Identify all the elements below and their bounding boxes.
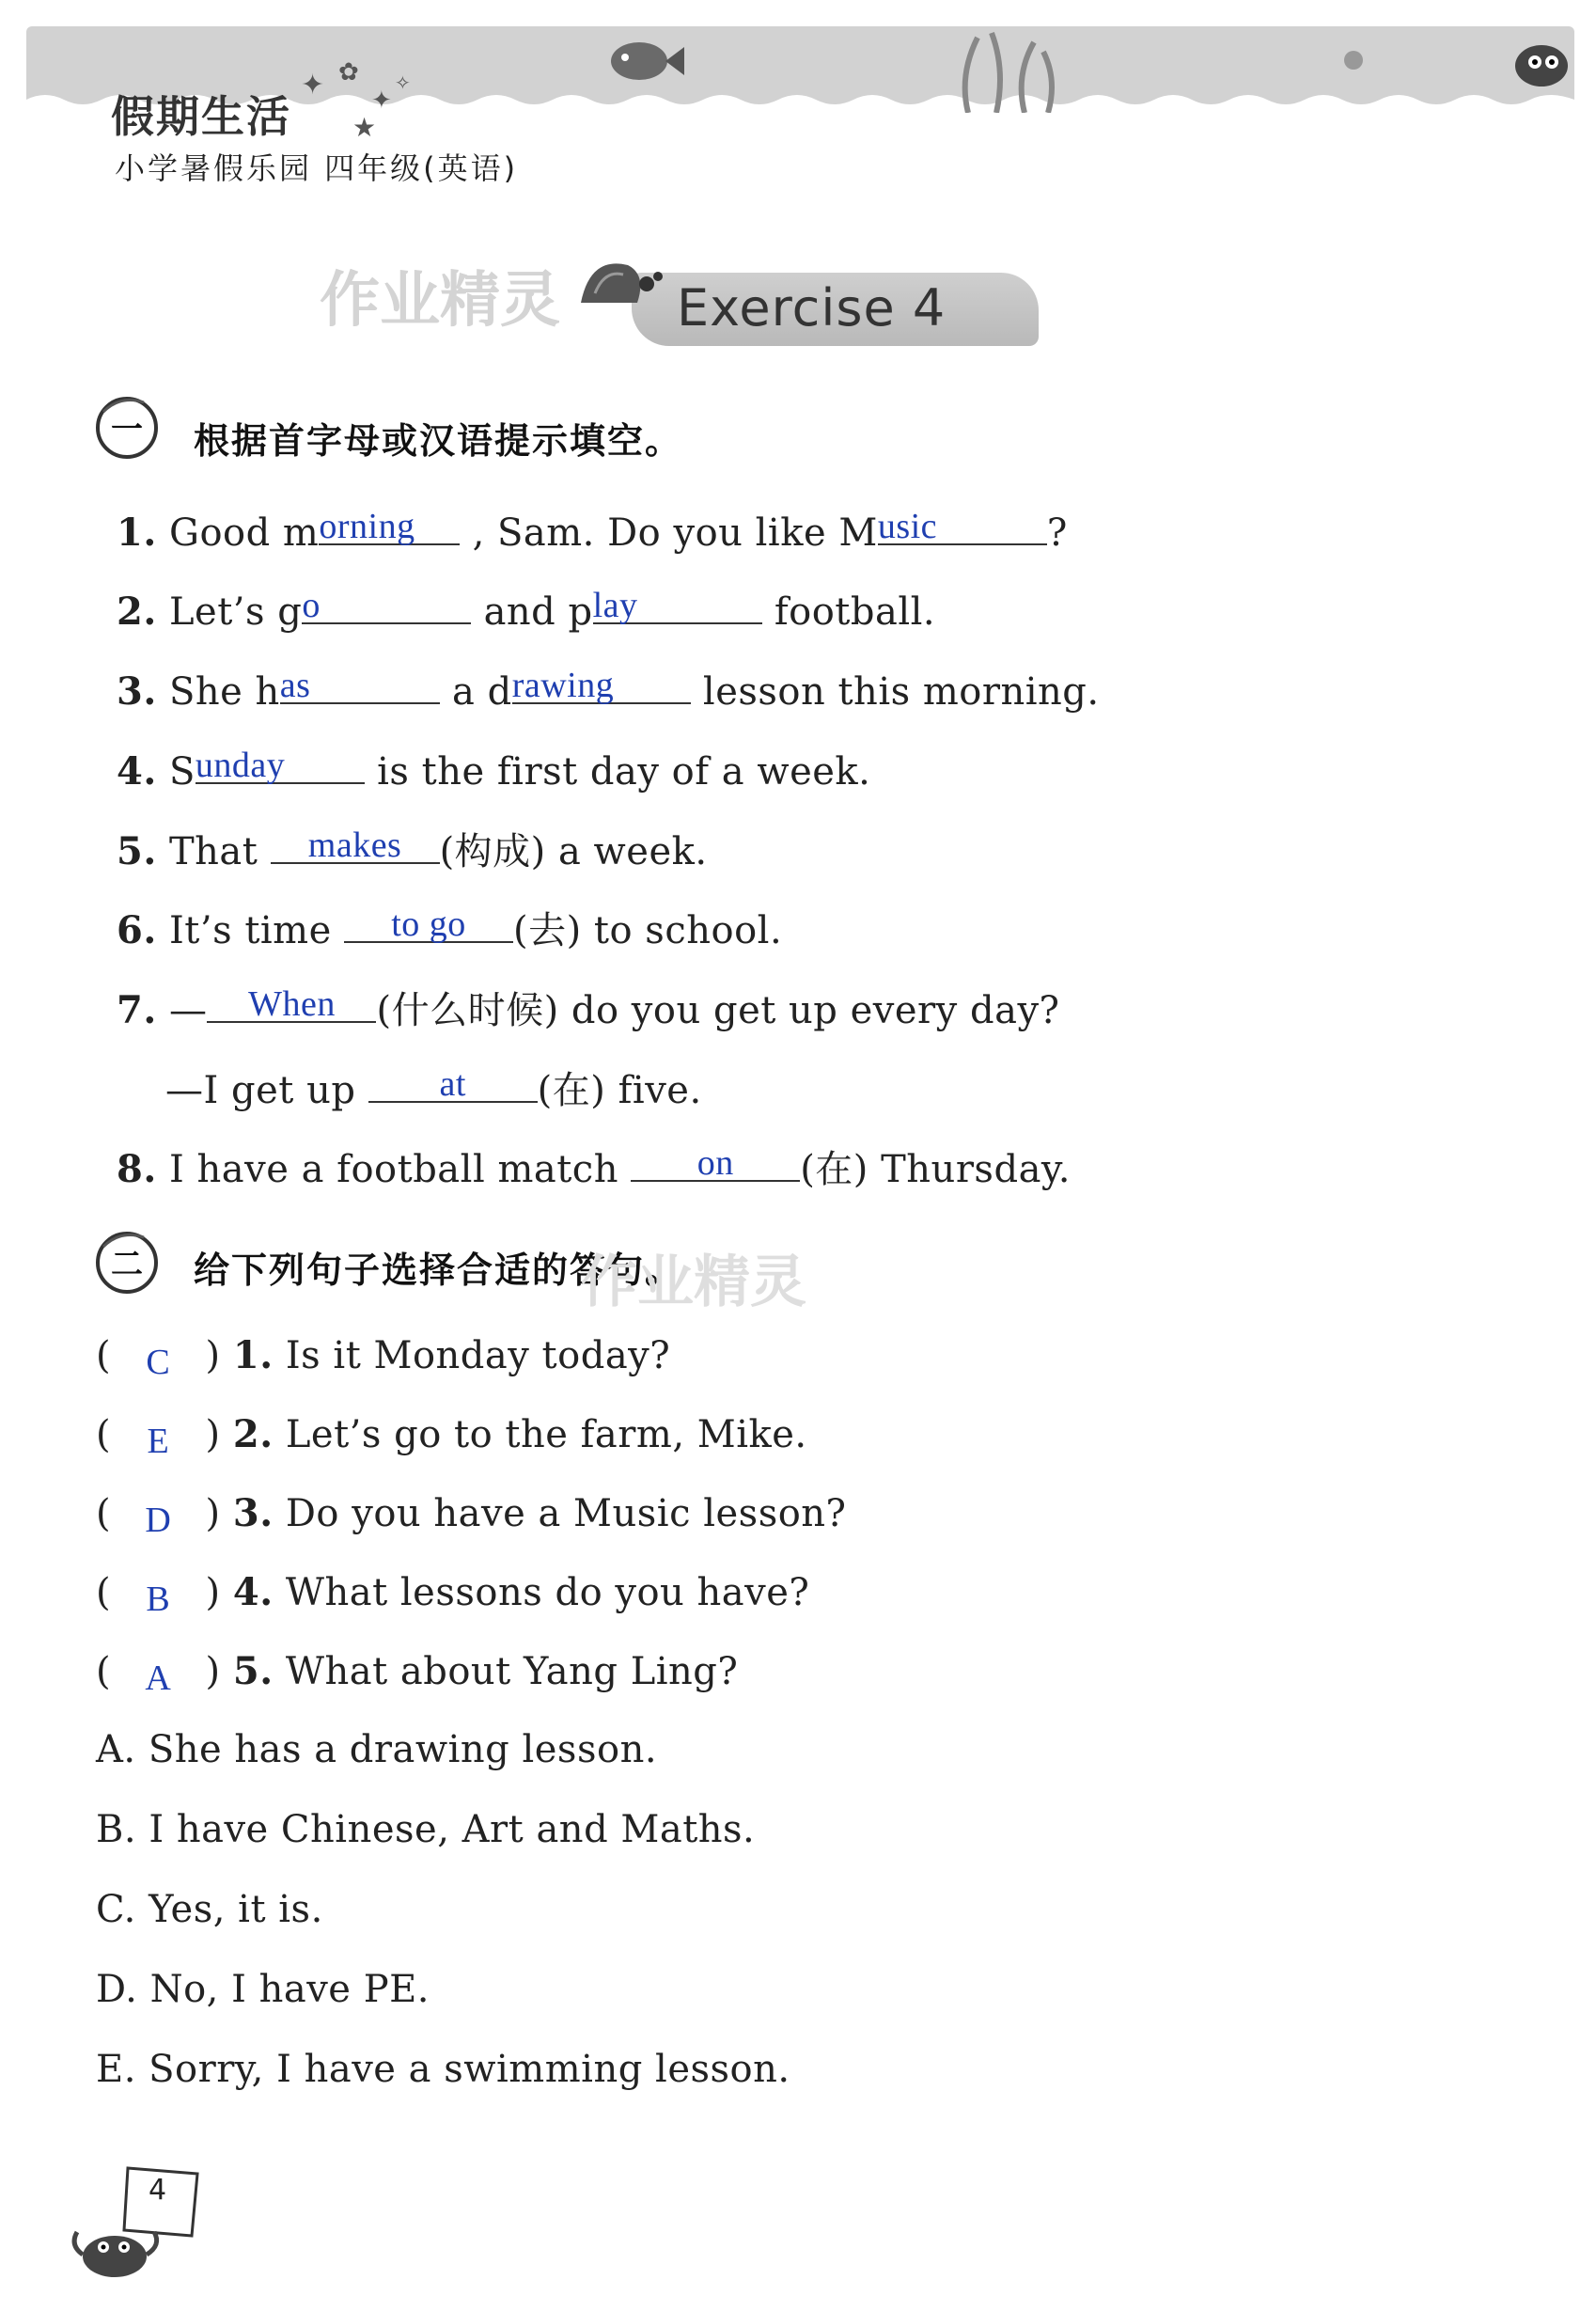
answer-blank[interactable]: to go xyxy=(344,902,513,943)
option-a: A. She has a drawing lesson. xyxy=(96,1728,658,1771)
question-7: 7. — When (什么时候) do you get up every day? xyxy=(117,981,1060,1034)
choice-answer[interactable]: B xyxy=(146,1580,171,1619)
choice-answer[interactable]: A xyxy=(145,1659,172,1698)
crab-icon xyxy=(68,2209,171,2285)
section-badge-icon xyxy=(92,1228,162,1297)
svg-text:✦: ✦ xyxy=(301,69,325,102)
answer-blank[interactable]: orning xyxy=(319,504,460,545)
svg-text:✧: ✧ xyxy=(395,71,411,94)
seaweed-icon xyxy=(949,28,1072,113)
section-1-badge-text: 一 xyxy=(111,411,143,448)
question-2: 2. Let’s g o and p lay football. xyxy=(117,583,935,634)
answer-blank[interactable]: at xyxy=(368,1061,538,1103)
question-4: 4. S unday is the first day of a week. xyxy=(117,743,870,794)
answer-blank[interactable]: on xyxy=(631,1140,800,1182)
option-d: D. No, I have PE. xyxy=(96,1968,430,2011)
svg-text:✦: ✦ xyxy=(371,86,392,115)
answer-blank[interactable]: o xyxy=(302,583,471,624)
section-badge-icon xyxy=(92,393,162,463)
question-7-reply: —I get up at (在) five. xyxy=(165,1061,702,1114)
brand-title: 假期生活 xyxy=(111,91,291,142)
watermark: 作业精灵 xyxy=(320,266,560,336)
hermit-crab-icon xyxy=(571,246,665,322)
question-6: 6. It’s time to go (去) to school. xyxy=(117,901,782,954)
choice-answer[interactable]: C xyxy=(146,1343,171,1382)
svg-text:✿: ✿ xyxy=(338,58,359,86)
option-e: E. Sorry, I have a swimming lesson. xyxy=(96,2048,790,2091)
exercise-title: Exercise 4 xyxy=(677,278,947,338)
star-icon xyxy=(282,56,442,141)
option-b: B. I have Chinese, Art and Maths. xyxy=(96,1808,756,1851)
page-number: 4 xyxy=(149,2174,167,2207)
clownfish-icon xyxy=(1509,38,1574,94)
question-5: 5. That makes (构成) a week. xyxy=(117,822,708,875)
match-item-1: ( C ) 1. Is it Monday today? xyxy=(96,1333,671,1382)
choice-answer[interactable]: D xyxy=(145,1501,172,1540)
match-item-3: ( D ) 3. Do you have a Music lesson? xyxy=(96,1491,847,1540)
match-item-4: ( B ) 4. What lessons do you have? xyxy=(96,1570,810,1619)
question-1: 1. Good m orning , Sam. Do you like M usic ? xyxy=(117,504,1068,555)
section-2-title: 给下列句子选择合适的答句。 xyxy=(194,1250,683,1291)
answer-blank[interactable]: When xyxy=(207,982,376,1023)
bubble-icon xyxy=(1335,41,1372,79)
answer-blank[interactable]: rawing xyxy=(512,663,691,704)
fish-icon xyxy=(602,33,686,89)
answer-blank[interactable]: usic xyxy=(878,504,1047,545)
watermark: 作业精灵 xyxy=(581,1250,806,1315)
svg-text:★: ★ xyxy=(352,112,377,141)
answer-blank[interactable]: lay xyxy=(593,583,762,624)
choice-answer[interactable]: E xyxy=(147,1422,170,1461)
answer-blank[interactable]: as xyxy=(280,663,440,704)
section-2-badge-text: 二 xyxy=(111,1246,143,1283)
option-c: C. Yes, it is. xyxy=(96,1888,323,1931)
match-item-5: ( A ) 5. What about Yang Ling? xyxy=(96,1649,739,1698)
brand-subtitle: 小学暑假乐园 四年级(英语) xyxy=(115,150,519,186)
question-3: 3. She h as a d rawing lesson this morning. xyxy=(117,663,1100,714)
question-8: 8. I have a football match on (在) Thursday. xyxy=(117,1140,1071,1193)
answer-blank[interactable]: unday xyxy=(196,743,365,784)
section-1-title: 根据首字母或汉语提示填空。 xyxy=(194,420,683,462)
answer-blank[interactable]: makes xyxy=(271,823,440,864)
match-item-2: ( E ) 2. Let’s go to the farm, Mike. xyxy=(96,1412,807,1461)
